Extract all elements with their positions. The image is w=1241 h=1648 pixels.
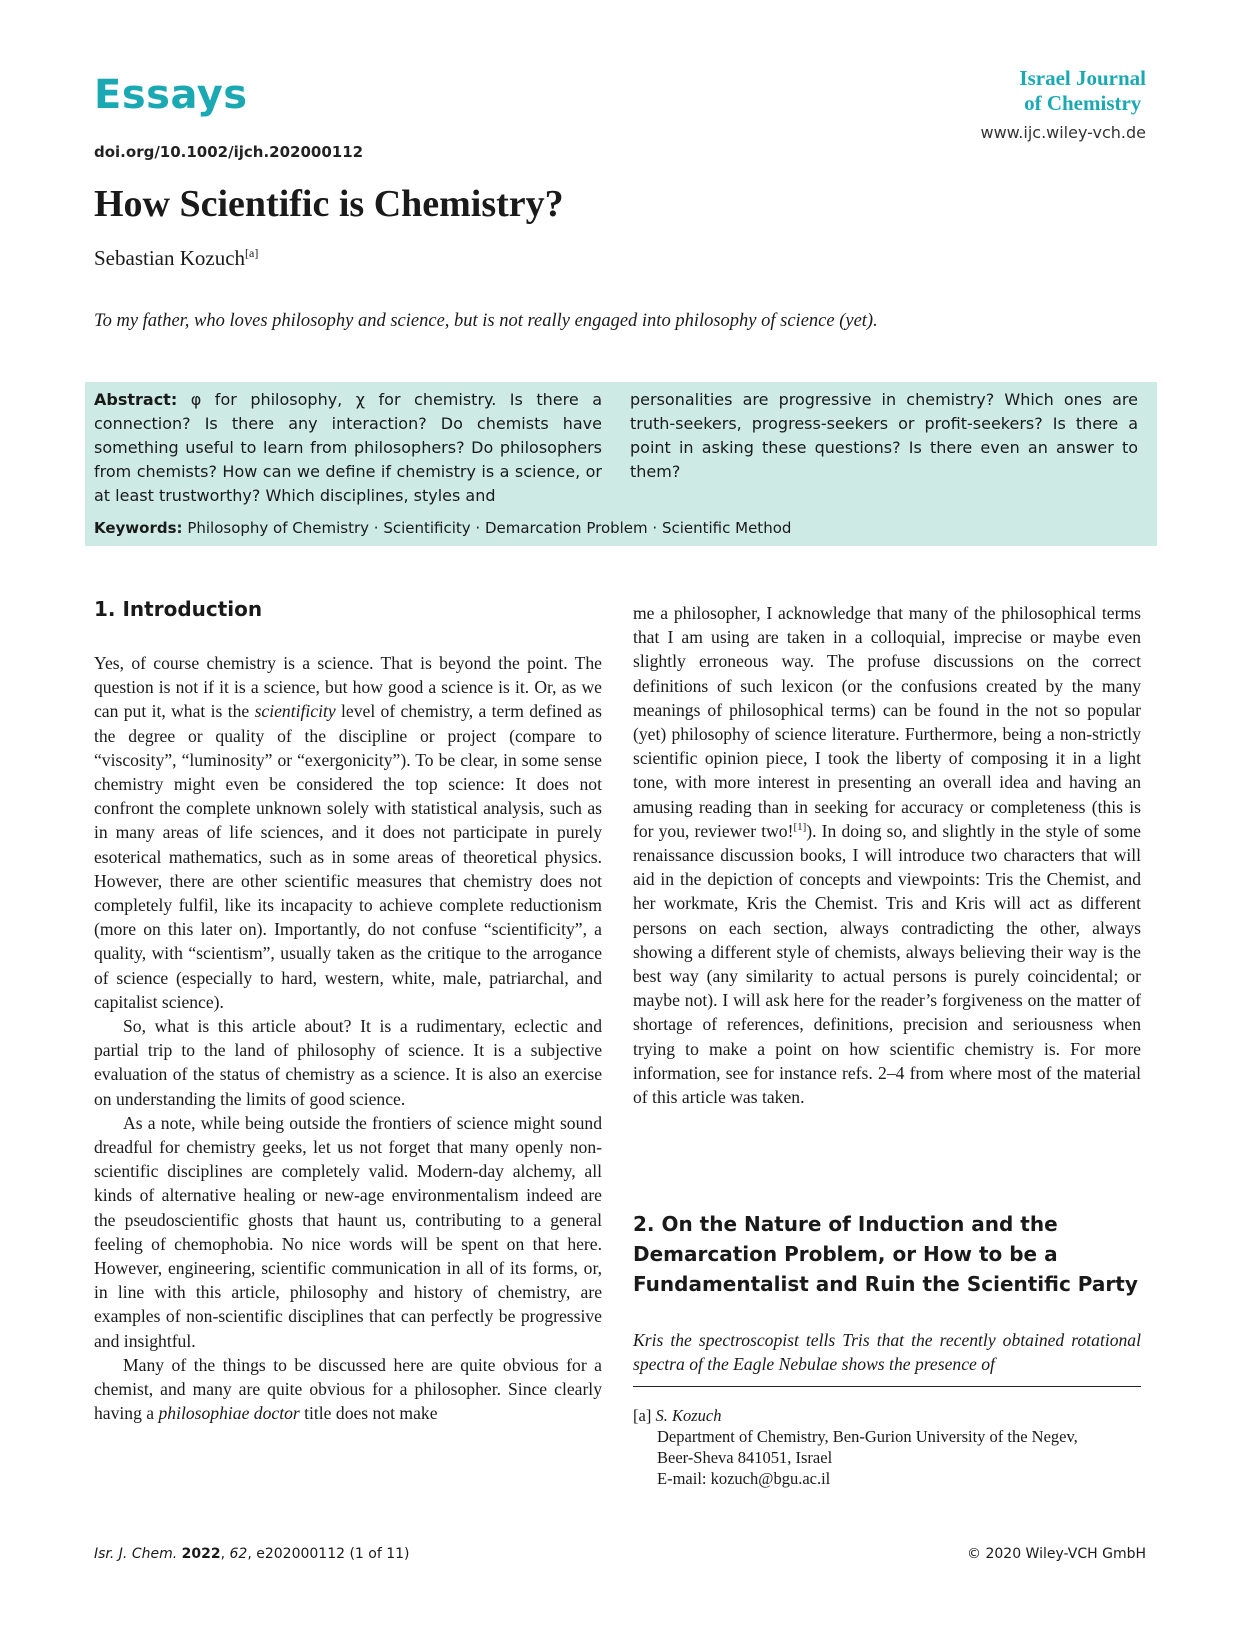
reference-marker[interactable]: [1] [793,820,807,833]
intro-paragraph-4: Many of the things to be discussed here are quite obvious for a chemist, and many are quite obvious for a philosopher. Since clearly having a philosophiae doctor title does not make [94,1354,602,1424]
keywords-line [94,516,791,540]
journal-logo [1019,66,1146,116]
article-title: How Scientific is Chemistry? [94,183,564,225]
intro-paragraph-continued: me a philosopher, I acknowledge that many of the philosophical terms that I am using are taken in a colloquial, imprecise or maybe even slightly erroneous way. The profuse discussions on the correct definitions of such lexicon (or the confusions created by the many meanings of philosophical terms) can be found in the not so popular (yet) philosophy of science literature. Furthermore, being a non-strictly scientific opinion piece, I took the liberty of composing it in a light tone, with more interest in presenting an overall idea and having an amusing reading than in seeking for accuracy or completeness (this is for you, reviewer two![1]). In doing so, and slightly in the style of some renaissance discussion books, I will introduce two characters that will aid in the depiction of concepts and viewpoints: Tris the Chemist, and her workmate, Kris the Chemist. Tris and Kris will act as different persons on each section, always contradicting the other, always showing a different style of chemists, always believing their way is the best way (any similarity to actual persons is purely coincidental; or maybe not). I will ask here for the reader’s forgiveness on the matter of shortage of references, definitions, precision and seriousness when trying to make a point on how scientific chemistry is. For more information, see for instance refs. 2–4 from where most of the material of this article was taken. [633,603,1141,1108]
abstract-left-column [94,388,602,508]
author-name: Sebastian Kozuch [94,246,246,270]
intro-paragraph-1: Yes, of course chemistry is a science. That is beyond the point. The question is not if it is a science, but how good a science is it. Or, as we can put it, what is the scientificity level of chemistry, a term defined as the degree or quality of the discipline or project (compare to “viscosity”, “luminosity” or “exergonicity”). To be clear, in some sense chemistry might even be considered the top science: It does not confront the complete unknown solely with statistical analysis, such as in many areas of life sciences, and it does not participate in purely esoterical mathematics, such as in some areas of theoretical physics. However, there are other scientific measures that chemistry does not completely fulfil, like its incapacity to achieve complete reductionism (more on this later on). Importantly, do not confuse “scientificity”, a quality, with “scientism”, usually taken as the critique to the arrogance of science (especially to hard, western, white, male, patriarchal, and capitalist science). [94,653,603,1012]
dedication: To my father, who loves philosophy and science, but is not really engaged into philosophy of science (yet). [94,311,878,331]
journal-name-line2: of Chemistry [1024,91,1142,115]
right-column-body [633,601,1141,1109]
abstract-text-left: φ for philosophy, χ for chemistry. Is there a connection? Is there any interaction? Do chemists have something useful to learn from philosophers? Do philosophers from chemists? How can we define if chemistry is a science, or at least trustworthy? Which disciplines, styles and [94,390,602,505]
left-column-body [94,651,602,1426]
citation-footer: Isr. J. Chem. 2022, 62, e202000112 (1 of 11) [94,1546,410,1562]
intro-paragraph-2: So, what is this article about? It is a rudimentary, eclectic and partial trip to the land of philosophy of science. It is a subjective evaluation of the status of chemistry as a science. It is also an exercise on understanding the limits of good science. [94,1016,602,1109]
abstract-box [85,382,1157,546]
footnote-divider [633,1386,1141,1387]
section2-intro: Kris the spectroscopist tells Tris that the recently obtained rotational spectra of the Eagle Nebulae shows the presence of [633,1330,1141,1375]
abstract-text-right: personalities are progressive in chemistry? Which ones are truth-seekers, progress-seekers or profit-seekers? Is there a point in asking these questions? Is there even an answer to them? [630,390,1138,481]
author-line [94,246,258,271]
author-email[interactable]: E-mail: kozuch@bgu.ac.il [657,1469,831,1488]
section-label: Essays [94,72,248,118]
section-heading-introduction: 1. Introduction [94,597,263,621]
keywords-label: Keywords: [94,519,183,537]
journal-url[interactable]: www.ijc.wiley-vch.de [980,123,1146,142]
intro-paragraph-3: As a note, while being outside the frontiers of science might sound dreadful for chemistry geeks, let us not forget that many openly non-scientific disciplines are completely valid. Modern-day alchemy, all kinds of alternative healing or new-age environmentalism indeed are the pseudoscientific ghosts that haunt us, contributing to a general feeling of chemophobia. No nice words will be spent on that here. However, engineering, scientific communication in all of its forms, or, in line with this article, philosophy and history of chemistry, are examples of non-scientific disciplines that can perfectly be progressive and insightful. [94,1112,602,1351]
keywords-list: Philosophy of Chemistry · Scientificity · Demarcation Problem · Scientific Method [187,519,792,537]
affiliation-footnote: [a] S. Kozuch Department of Chemistry, Ben-Gurion University of the Negev, Beer-Sheva 841051, Israel E-mail: kozuch@bgu.ac.il [633,1406,1078,1488]
journal-name-line1: Israel Journal [1019,66,1146,90]
abstract-label: Abstract: [94,390,178,409]
section-heading-demarcation: 2. On the Nature of Induction and the Demarcation Problem, or How to be a Fundamentalist and Ruin the Scientific Party [633,1212,1138,1296]
copyright: © 2020 Wiley-VCH GmbH [967,1546,1146,1562]
author-affiliation-mark: [a] [245,246,259,260]
doi-link[interactable]: doi.org/10.1002/ijch.202000112 [94,143,364,161]
